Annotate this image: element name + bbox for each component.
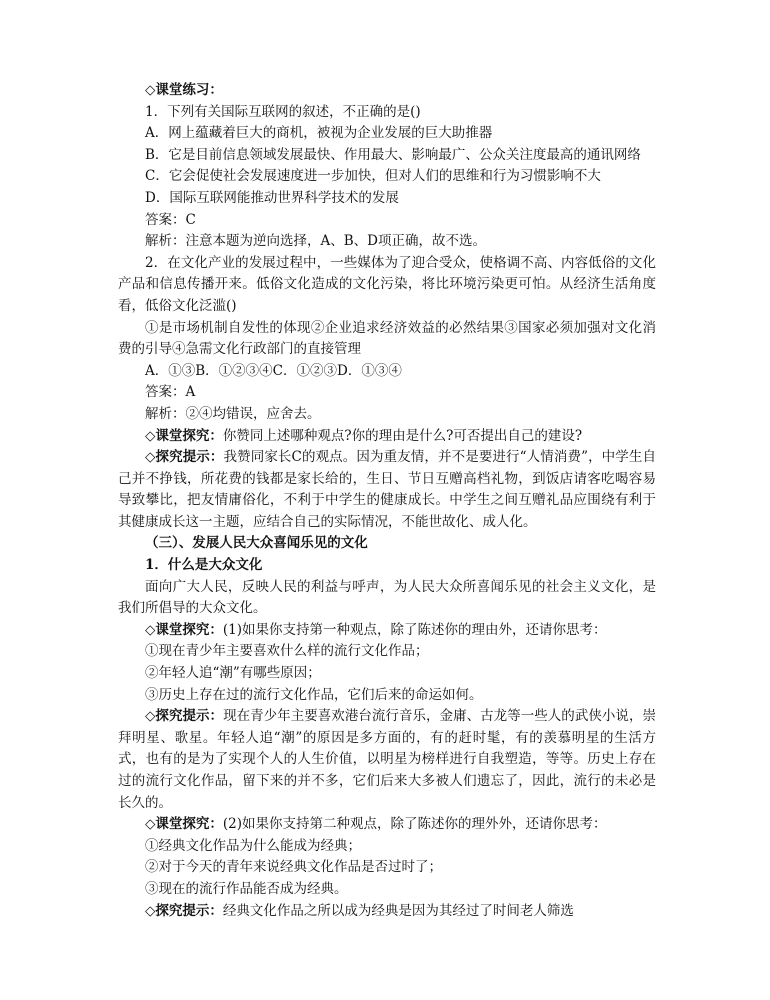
hint-1-text: 我赞同家长C的观点。因为重友情，并不是要进行“人情消费”，中学生自己并不挣钱，所花费的钱都是家长给的，生日、节日互赠高档礼物，到饭店请客吃喝容易导致攀比，把友情庸俗化，不利于中学生的健康成长。中学生之间互赠礼品应围绕有利于其健康成长这一主题，应结合自己的实际情况，不能世故化、成人化。 — [118, 449, 656, 530]
explore-1 — [118, 426, 656, 448]
document-page — [118, 80, 656, 922]
exercise-heading: ◇课堂练习： — [145, 82, 223, 98]
explore-3-item: ②对于今天的青年来说经典文化作品是否过时了； — [145, 859, 442, 876]
explore-2 — [118, 620, 656, 642]
question-1-answer: 答案：C — [145, 211, 196, 228]
question-1-option-c: C．它会促使社会发展速度进一步加快，但对人们的思维和行为习惯影响不大 — [145, 168, 601, 185]
hint-3 — [118, 901, 656, 923]
definition-paragraph: 面向广大人民，反映人民的利益与呼声，为人民大众所喜闻乐见的社会主义文化，是我们所倡导的大众文化。 — [118, 578, 656, 617]
question-1-option-a: A．网上蕴藏着巨大的商机，被视为企业发展的巨大助推器 — [145, 125, 493, 142]
explore-3-label: ◇课堂探究： — [145, 816, 223, 833]
explore-3-text: (2)如果你支持第二种观点，除了陈述你的理外外，还请你思考： — [222, 816, 607, 833]
hint-2-text: 现在青少年主要喜欢港台流行音乐，金庸、古龙等一些人的武侠小说，崇拜明星、歌星。年轻人追“潮”的原因是多方面的，有的赶时髦，有的羡慕明星的生活方式，也有的是为了实现个人的人生价值，以明星为榜样进行自我塑造，等等。历史上存在过的流行文化作品，留下来的并不多，它们后来大多被人们遗忘了，因此，流行的未必是长久的。 — [118, 708, 656, 811]
question-2-items: ①是市场机制自发性的体现②企业追求经济效益的必然结果③国家必须加强对文化消费的引导④急需文化行政部门的直接管理 — [118, 319, 656, 358]
section-3-heading: （三）、发展人民大众喜闻乐见的文化 — [145, 535, 368, 552]
explore-2-text: (1)如果你支持第一种观点，除了陈述你的理由外，还请你思考： — [222, 621, 607, 638]
question-1-stem: 1．下列有关国际互联网的叙述，不正确的是() — [145, 103, 421, 120]
explore-2-label: ◇课堂探究： — [145, 621, 223, 638]
hint-1 — [118, 447, 656, 533]
hint-3-text: 经典文化作品之所以成为经典是因为其经过了时间老人筛选 — [222, 902, 574, 919]
question-2-options: A．①③B．①②③④C．①②③D．①③④ — [145, 362, 402, 379]
subsection-1-heading: 1．什么是大众文化 — [145, 557, 263, 574]
explore-1-text: 你赞同上述哪种观点?你的理由是什么?可否提出自己的建设? — [222, 427, 583, 444]
question-2-analysis: 解析：②④均错误，应舍去。 — [145, 405, 321, 422]
explore-1-label: ◇课堂探究： — [145, 427, 223, 444]
explore-2-item: ③历史上存在过的流行文化作品，它们后来的命运如何。 — [145, 686, 483, 703]
explore-3 — [118, 814, 656, 836]
question-2-stem: 2．在文化产业的发展过程中，一些媒体为了迎合受众，使格调不高、内容低俗的文化产品和信息传播开来。低俗文化造成的文化污染，将比环境污染更可怕。从经济生活角度看，低俗文化泛滥() — [118, 254, 656, 314]
question-1-option-b: B．它是目前信息领域发展最快、作用最大、影响最广、公众关注度最高的通讯网络 — [145, 146, 641, 163]
question-1-option-d: D．国际互联网能推动世界科学技术的发展 — [145, 189, 399, 206]
hint-1-label: ◇探究提示： — [145, 449, 224, 466]
explore-2-item: ①现在青少年主要喜欢什么样的流行文化作品； — [145, 643, 429, 660]
explore-2-item: ②年轻人追“潮”有哪些原因； — [145, 665, 321, 682]
hint-2-label: ◇探究提示： — [145, 708, 224, 725]
question-2-answer: 答案：A — [145, 384, 196, 401]
explore-3-item: ①经典文化作品为什么能成为经典； — [145, 837, 361, 854]
explore-3-item: ③现在的流行作品能否成为经典。 — [145, 880, 348, 897]
hint-3-label: ◇探究提示： — [145, 902, 223, 919]
question-1-analysis: 解析：注意本题为逆向选择，A、B、D项正确，故不选。 — [145, 233, 486, 250]
hint-2 — [118, 706, 656, 814]
